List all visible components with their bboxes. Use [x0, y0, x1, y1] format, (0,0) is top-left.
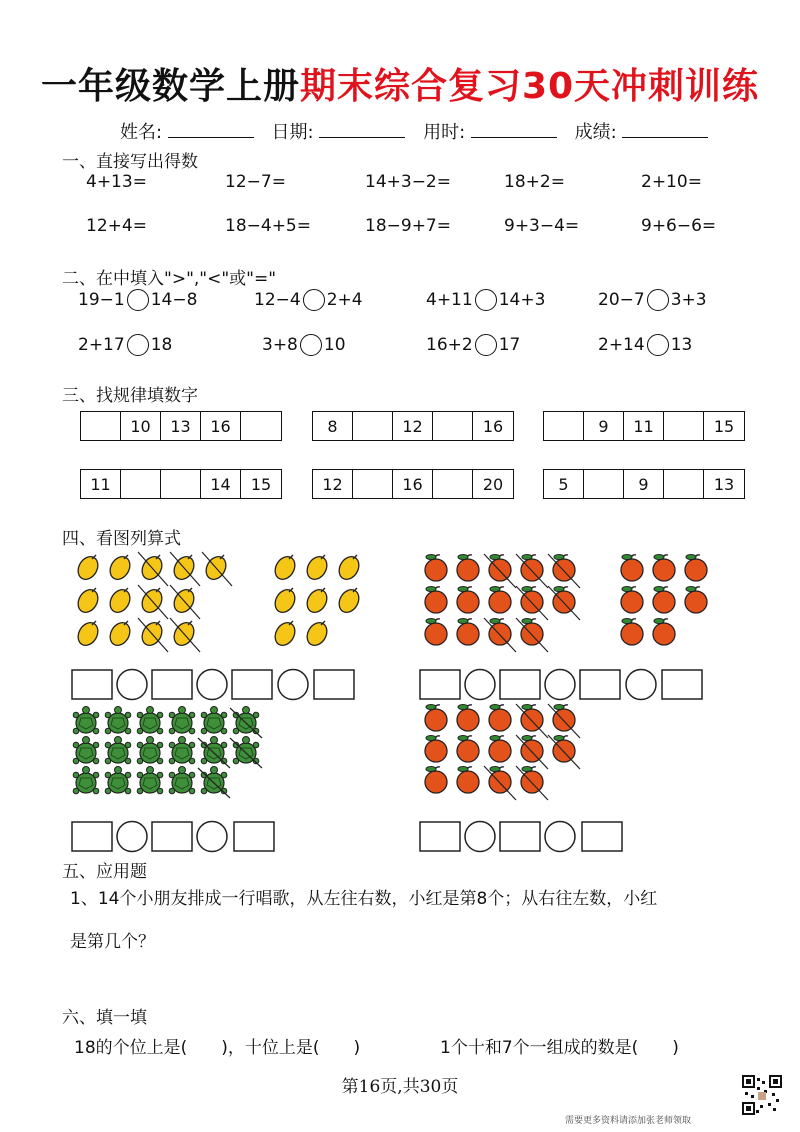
qr-code-icon	[742, 1075, 782, 1115]
orange-icon	[489, 587, 511, 614]
lemon-icon	[271, 586, 299, 616]
lemon-group-left	[74, 552, 232, 652]
sequence-cell[interactable]: 16	[393, 470, 433, 498]
expr: 12+4=	[86, 216, 147, 236]
orange-icon	[425, 587, 447, 614]
orange-icon	[553, 555, 575, 582]
sequence-cell[interactable]: 5	[544, 470, 584, 498]
lemon-icon	[106, 553, 134, 583]
orange-icon	[457, 736, 479, 763]
compare-item	[598, 289, 707, 311]
sequence-cell[interactable]	[353, 412, 393, 440]
compare-circle[interactable]	[127, 289, 149, 311]
sequence-strip	[543, 469, 745, 499]
lemon-icon	[74, 553, 102, 583]
section6-heading: 六、填一填	[62, 1008, 147, 1028]
orange-icon	[521, 619, 543, 646]
turtle-icon	[201, 767, 227, 794]
expr: 4+13=	[86, 172, 147, 192]
sequence-cell[interactable]: 11	[624, 412, 664, 440]
orange-icon	[489, 767, 511, 794]
compare-item	[78, 334, 172, 356]
fill-question-1: 18的个位上是( )，十位上是( )	[74, 1038, 361, 1058]
answer-row-oranges-bottom	[420, 822, 622, 852]
compare-circle[interactable]	[475, 289, 497, 311]
section4-heading: 四、看图列算式	[62, 529, 181, 549]
sequence-cell[interactable]: 13	[161, 412, 201, 440]
turtle-icon	[105, 737, 131, 764]
compare-item	[426, 334, 520, 356]
sequence-strip	[312, 411, 514, 441]
expr: 18+2=	[504, 172, 565, 192]
expr: 18−4+5=	[225, 216, 311, 236]
compare-circle[interactable]	[127, 334, 149, 356]
turtle-icon	[137, 737, 163, 764]
orange-icon	[489, 619, 511, 646]
sequence-strip	[312, 469, 514, 499]
orange-icon	[553, 587, 575, 614]
worksheet-title	[0, 58, 800, 109]
compare-circle[interactable]	[475, 334, 497, 356]
sequence-cell[interactable]	[161, 470, 201, 498]
orange-icon	[521, 705, 543, 732]
page-number: 第16页,共30页	[341, 1077, 459, 1097]
lemon-icon	[106, 586, 134, 616]
turtle-icon	[73, 767, 99, 794]
expr: 14+3−2=	[365, 172, 451, 192]
expr: 2+10=	[641, 172, 702, 192]
sequence-cell[interactable]: 12	[393, 412, 433, 440]
orange-icon	[621, 587, 643, 614]
compare-left: 2+14	[598, 335, 645, 355]
sequence-cell[interactable]	[353, 470, 393, 498]
orange-icon	[621, 555, 643, 582]
turtle-icon	[233, 707, 259, 734]
turtle-icon	[169, 737, 195, 764]
orange-icon	[489, 736, 511, 763]
lemon-icon	[74, 619, 102, 649]
orange-icon	[685, 555, 707, 582]
orange-icon	[653, 619, 675, 646]
sequence-cell[interactable]: 14	[201, 470, 241, 498]
orange-group-bottom	[425, 704, 580, 800]
orange-icon	[553, 736, 575, 763]
section5-heading: 五、应用题	[62, 862, 147, 882]
orange-icon	[489, 555, 511, 582]
turtle-icon	[233, 737, 259, 764]
footer-note: 需要更多资料请添加张老师领取	[565, 1116, 692, 1126]
compare-right: 18	[150, 335, 173, 355]
sequence-cell[interactable]: 15	[713, 416, 735, 436]
compare-right: 2+4	[326, 290, 363, 310]
compare-circle[interactable]	[303, 289, 325, 311]
expr: 9+6−6=	[641, 216, 717, 236]
lemon-icon	[271, 553, 299, 583]
expr: 18−9+7=	[365, 216, 451, 236]
orange-icon	[653, 555, 675, 582]
answer-row-oranges	[420, 670, 702, 700]
sequence-cell[interactable]: 15	[250, 474, 272, 494]
section2-heading: 二、在中填入">","<"或"="	[62, 269, 277, 289]
orange-icon	[425, 619, 447, 646]
score-label: 成绩:	[574, 122, 617, 143]
orange-icon	[521, 736, 543, 763]
orange-icon	[653, 587, 675, 614]
name-label: 姓名:	[120, 122, 163, 143]
turtle-group	[73, 707, 262, 799]
lemon-icon	[335, 586, 363, 616]
lemon-icon	[303, 586, 331, 616]
picture-groups	[0, 540, 800, 860]
compare-left: 19−1	[78, 290, 125, 310]
orange-icon	[521, 587, 543, 614]
turtle-icon	[201, 737, 227, 764]
compare-left: 12−4	[254, 290, 301, 310]
orange-icon	[457, 555, 479, 582]
score-blank[interactable]	[622, 121, 708, 138]
compare-left: 4+11	[426, 290, 473, 310]
orange-icon	[621, 619, 643, 646]
sequence-strip	[80, 469, 282, 499]
fill-question-2: 1个十和7个一组成的数是( )	[440, 1038, 679, 1058]
date-blank[interactable]	[319, 121, 405, 138]
expr: 12−7=	[225, 172, 286, 192]
compare-right: 14−8	[150, 290, 198, 310]
lemon-icon	[271, 619, 299, 649]
sequence-cell[interactable]: 8	[313, 412, 353, 440]
lemon-icon	[303, 619, 331, 649]
sequence-cell[interactable]: 20	[482, 474, 504, 494]
sequence-cell[interactable]	[433, 470, 473, 498]
compare-left: 16+2	[426, 335, 473, 355]
sequence-cell[interactable]	[584, 470, 624, 498]
turtle-icon	[201, 707, 227, 734]
answer-row-lemons	[72, 670, 354, 700]
sequence-cell[interactable]: 16	[201, 412, 241, 440]
sequence-cell[interactable]: 16	[482, 416, 504, 436]
compare-circle[interactable]	[647, 289, 669, 311]
compare-item	[78, 289, 197, 311]
section3-heading: 三、找规律填数字	[62, 386, 198, 406]
lemon-icon	[303, 553, 331, 583]
compare-left: 20−7	[598, 290, 645, 310]
compare-item	[426, 289, 545, 311]
compare-right: 17	[498, 335, 521, 355]
compare-item	[254, 289, 363, 311]
sequence-cell[interactable]	[81, 412, 121, 440]
orange-icon	[489, 705, 511, 732]
name-blank[interactable]	[168, 121, 254, 138]
compare-right: 13	[670, 335, 693, 355]
compare-circle[interactable]	[300, 334, 322, 356]
turtle-icon	[73, 737, 99, 764]
word-problem-line2: 是第几个？	[70, 932, 155, 952]
compare-circle[interactable]	[647, 334, 669, 356]
sequence-cell[interactable]: 9	[624, 470, 664, 498]
turtle-icon	[105, 707, 131, 734]
compare-right: 3+3	[670, 290, 707, 310]
sequence-strip	[80, 411, 282, 441]
sequence-cell[interactable]	[544, 412, 584, 440]
date-label: 日期:	[271, 122, 314, 143]
orange-icon	[553, 705, 575, 732]
orange-icon	[425, 705, 447, 732]
orange-icon	[685, 587, 707, 614]
word-problem-line1: 1、14个小朋友排成一行唱歌，从左往右数，小红是第8个；从右往左数，小红	[70, 889, 658, 909]
orange-icon	[457, 587, 479, 614]
orange-icon	[457, 619, 479, 646]
turtle-icon	[105, 767, 131, 794]
sequence-cell[interactable]: 9	[584, 412, 624, 440]
turtle-icon	[73, 707, 99, 734]
sequence-cell[interactable]: 11	[81, 470, 121, 498]
turtle-icon	[137, 767, 163, 794]
sequence-cell[interactable]	[241, 412, 281, 440]
orange-group-right	[621, 555, 707, 646]
compare-right: 10	[323, 335, 346, 355]
time-blank[interactable]	[471, 121, 557, 138]
lemon-icon	[335, 553, 363, 583]
orange-icon	[457, 705, 479, 732]
time-label: 用时:	[423, 122, 466, 143]
sequence-cell[interactable]	[664, 470, 704, 498]
orange-icon	[521, 767, 543, 794]
title-black: 一年级数学上册	[40, 66, 300, 107]
sequence-cell[interactable]	[121, 470, 161, 498]
turtle-icon	[169, 707, 195, 734]
compare-item	[262, 334, 346, 356]
compare-right: 14+3	[498, 290, 546, 310]
orange-icon	[425, 736, 447, 763]
compare-left: 3+8	[262, 335, 298, 355]
sequence-cell[interactable]	[664, 412, 704, 440]
sequence-strip	[543, 411, 745, 441]
orange-icon	[457, 767, 479, 794]
lemon-icon	[74, 586, 102, 616]
orange-group-left	[425, 554, 580, 652]
lemon-icon	[106, 619, 134, 649]
section1-heading: 一、直接写出得数	[62, 152, 198, 172]
orange-icon	[425, 555, 447, 582]
sequence-cell[interactable]	[433, 412, 473, 440]
sequence-cell[interactable]: 10	[121, 412, 161, 440]
title-red: 期末综合复习30天冲刺训练	[299, 66, 760, 107]
orange-icon	[521, 555, 543, 582]
lemon-group-right	[271, 553, 363, 649]
compare-item	[598, 334, 692, 356]
answer-row-turtles	[72, 822, 274, 852]
turtle-icon	[137, 707, 163, 734]
student-info-line	[120, 118, 720, 144]
compare-left: 2+17	[78, 335, 125, 355]
orange-icon	[425, 767, 447, 794]
sequence-cell[interactable]: 13	[713, 474, 735, 494]
expr: 9+3−4=	[504, 216, 580, 236]
sequence-cell[interactable]: 12	[313, 470, 353, 498]
turtle-icon	[169, 767, 195, 794]
